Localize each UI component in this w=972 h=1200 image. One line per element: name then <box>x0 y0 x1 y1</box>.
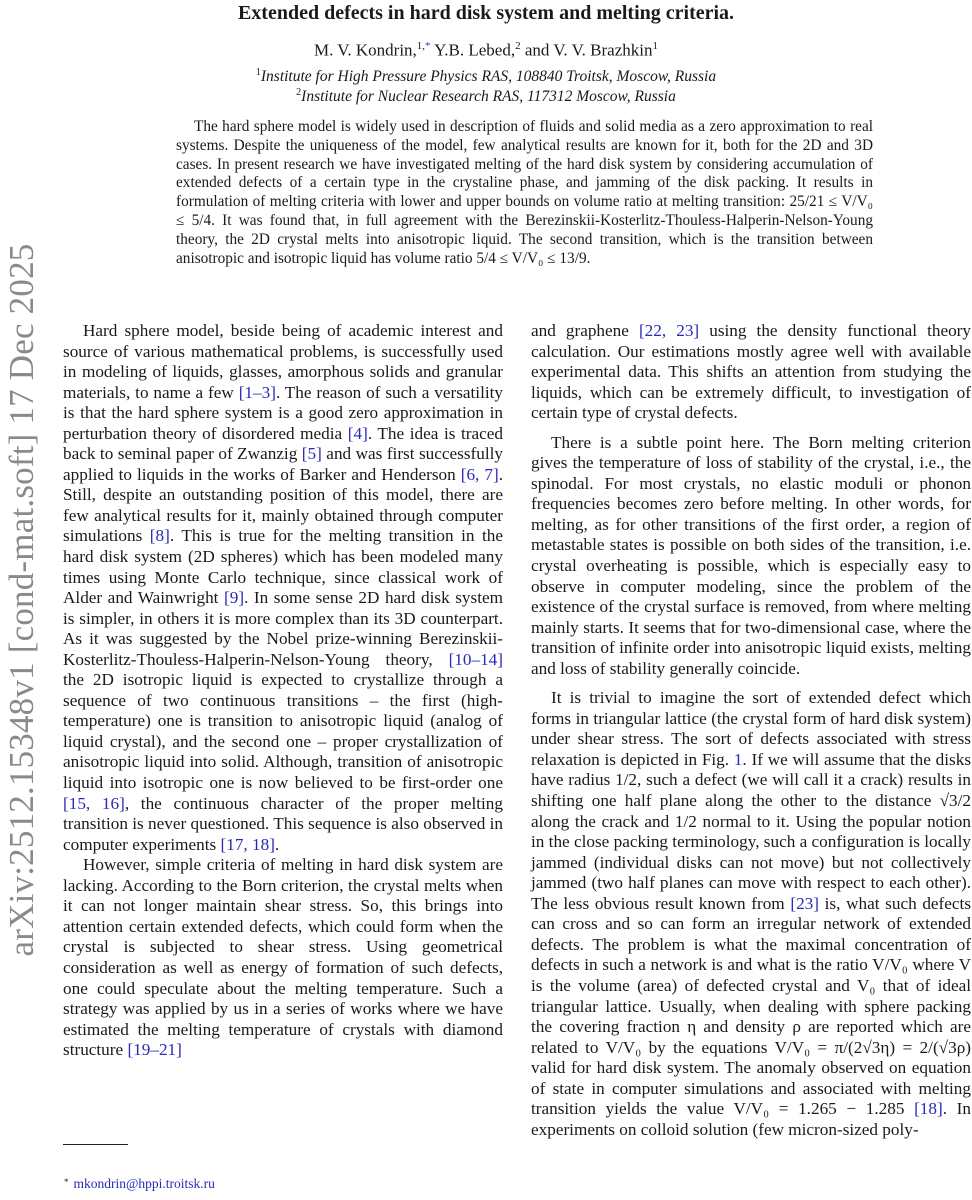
author-affil-sup: 1, <box>416 40 426 52</box>
paragraph: There is a subtle point here. The Born melting criterion gives the temperature of loss of stability of the crystal, i.e., the spinodal. For most crystals, no elastic moduli or phonon frequencies becomes zero before melting. In other words, for melting, as for other transitions of the first order, a region of metastable states is possible on both sides of the transition, i.e. crystal overheating is possible, which is especially easy to observe in computer modeling, since the problem of the existence of the crystal surface is removed, from where melting mainly starts. It seems that for two-dimensional case, where the transition of infinite order into anisotropic liquid exists, melting and loss of stability generally coincide. <box>531 432 971 678</box>
affiliation-sup: 2 <box>296 87 302 98</box>
text: However, simple criteria of melting in hard disk system are lacking. According to the Born criterion, the crystal melts when it can not longer maintain shear stress. So, this brings into attention certain extended defects, which could form when the crystal is subjected to shear stress. Using geometrical consideration as well as energy of formation of such defects, one could speculate about the melting temperature. Such a strategy was applied by us in a series of works where we have estimated the melting temperature of crystals with diamond structure <box>63 855 503 1060</box>
paragraph <box>531 688 971 1140</box>
citation-link[interactable]: [8] <box>149 526 170 546</box>
text: and was first successfully applied to liquids in the works of Barker and Henderson <box>63 444 503 484</box>
email-link[interactable]: mkondrin@hppi.troitsk.ru <box>73 1176 215 1191</box>
citation-link[interactable]: [10–14] <box>448 649 503 669</box>
author-list <box>0 40 972 61</box>
paragraph <box>63 321 503 855</box>
citation-link[interactable]: [18] <box>914 1099 943 1119</box>
text: . If we will assume that the disks have radius 1/2, such a defect (we will call it a crack) results in shifting one half plane along the other to the distance √3/2 along the crack and 1/2 normal to it. Using the popular notion in the close packing terminology, such a configuration is locally jammed (individual disks can not move) but not collectively jammed (two half planes can move with respect to each other). The less obvious result known from <box>531 749 972 913</box>
citation-link[interactable]: [9] <box>224 588 245 608</box>
affiliation-1 <box>0 67 972 86</box>
corresponding-author-link[interactable]: * <box>425 40 431 52</box>
abstract-text: The hard sphere model is widely used in description of fluids and solid media as a zero approximation to real systems. Despite the uniqueness of the model, few analytical results are known for it, both for the 2D and 3D cases. In present research we have investigated melting of the hard disk system by considering accumulation of extended defects of a certain type in the crystaline phase, and jamming of the disk packing. It results in formulation of melting criteria with lower and upper bounds on volume ratio at melting transition: 25/21 ≤ V/V₀ ≤ 5/4. It was found that, in full agreement with the Berezinskii-Kosterlitz-Thouless-Halperin-Nelson-Young theory, the 2D crystal melts into anisotropic liquid. The second transition, which is the transition between anisotropic and isotropic liquid has volume ratio 5/4 ≤ V/V₀ ≤ 13/9. <box>176 118 873 267</box>
figure-link[interactable]: 1 <box>733 749 743 769</box>
footnote <box>64 1176 215 1192</box>
text: . Still, despite an outstanding position of this model, there are few analytical results for it, mainly obtained through computer simulations <box>63 464 503 546</box>
affiliation-2 <box>0 87 972 106</box>
text: . <box>274 834 280 854</box>
paragraph <box>63 855 503 1060</box>
affiliation-sup: 1 <box>255 67 261 78</box>
paragraph <box>531 321 971 424</box>
text: . The reason of such a versatility is that the hard sphere system is a good zero approximation in perturbation theory of disordered media <box>63 382 503 443</box>
text: . The idea is traced back to seminal paper of Zwanzig <box>63 423 504 464</box>
author-name: and V. V. Brazhkin <box>524 40 653 60</box>
body-column-left <box>63 321 503 1061</box>
citation-link[interactable]: [23] <box>790 893 819 913</box>
author-affil-sup: 2 <box>515 40 521 52</box>
citation-link[interactable]: [6, 7] <box>460 464 499 484</box>
footnote-divider <box>63 1144 128 1145</box>
text: , the continuous character of the proper melting transition is never questioned. This sequence is also observed in computer experiments <box>63 793 503 854</box>
text: is, what such defects can cross and so can form an irregular network of extended defects. The problem is what the maximal concentration of defects in such a network is and what is the ratio V/V₀ where V is the volume (area) of defected crystal and V₀ that of ideal triangular lattice. Usually, when dealing with sphere packing the covering fraction η and density ρ are reported which are related to V/V₀ by the equations V/V₀ = π/(2√3η) = 2/(√3ρ) valid for hard disk system. The anomaly observed on equation of state in computer simulations and associated with melting transition yields the value V/V₀ = 1.265 − 1.285 <box>531 893 972 1119</box>
abstract <box>176 118 873 268</box>
text: Hard sphere model, beside being of academic interest and source of various mathematical problems, is successfully used in modeling of liquids, glasses, amorphous solids and granular materials, to name a few <box>63 321 503 402</box>
text: . This is true for the melting transition in the hard disk system (2D spheres) which has been modeled many times using Monte Carlo technique, since classical work of Alder and Wainwright <box>63 526 503 608</box>
arxiv-identifier-stamp: arXiv:2512.15348v1 [cond-mat.soft] 17 Dec 2025 <box>2 243 41 957</box>
paper-title: Extended defects in hard disk system and melting criteria. <box>237 2 735 24</box>
author-affil-sup: 1 <box>652 40 658 52</box>
author-name: M. V. Kondrin, <box>313 40 417 60</box>
text: It is trivial to imagine the sort of extended defect which forms in triangular lattice (the crystal form of hard disk system) under shear stress. The sort of defects associated with stress relaxation is depicted in Fig. <box>531 688 971 769</box>
citation-link[interactable]: [17, 18] <box>220 834 275 854</box>
citation-link[interactable]: [5] <box>301 444 322 464</box>
text: using the density functional theory calculation. Our estimations mostly agree well with available experimental data. This shifts an attention from studying the liquids, which can be extremely difficult, to investigation of certain type of crystal defects. <box>531 321 971 423</box>
text: . In some sense 2D hard disk system is simpler, in others it is more complex than its 3D counterpart. As it was suggested by the Nobel prize-winning Berezinskii-Kosterlitz-Thouless-Halperin-Nelson-Young theory, <box>63 588 503 669</box>
citation-link[interactable]: [15, 16] <box>63 793 125 813</box>
text: and graphene <box>531 321 639 340</box>
citation-link[interactable]: [22, 23] <box>638 321 700 340</box>
affiliation-text: Institute for High Pressure Physics RAS, 108840 Troitsk, Moscow, Russia <box>260 68 717 86</box>
text: . In experiments on colloid solution (few micron-sized poly- <box>531 1099 971 1139</box>
author-name: Y.B. Lebed, <box>434 40 516 60</box>
citation-link[interactable]: [4] <box>347 423 368 443</box>
text: the 2D isotropic liquid is expected to crystallize through a sequence of two continuous transitions – the first (high-temperature) one is transition to anisotropic liquid (analog of liquid crystal), and the second one – proper crystallization of anisotropic liquid into solid. Although, transition of anisotropic liquid into isotropic one is now believed to be first-order one <box>63 670 503 793</box>
citation-link[interactable]: [19–21] <box>127 1040 182 1060</box>
affiliation-text: Institute for Nuclear Research RAS, 117312 Moscow, Russia <box>301 88 676 106</box>
footnote-marker: * <box>64 1177 69 1187</box>
body-column-right <box>531 321 971 1140</box>
citation-link[interactable]: [1–3] <box>238 382 276 402</box>
